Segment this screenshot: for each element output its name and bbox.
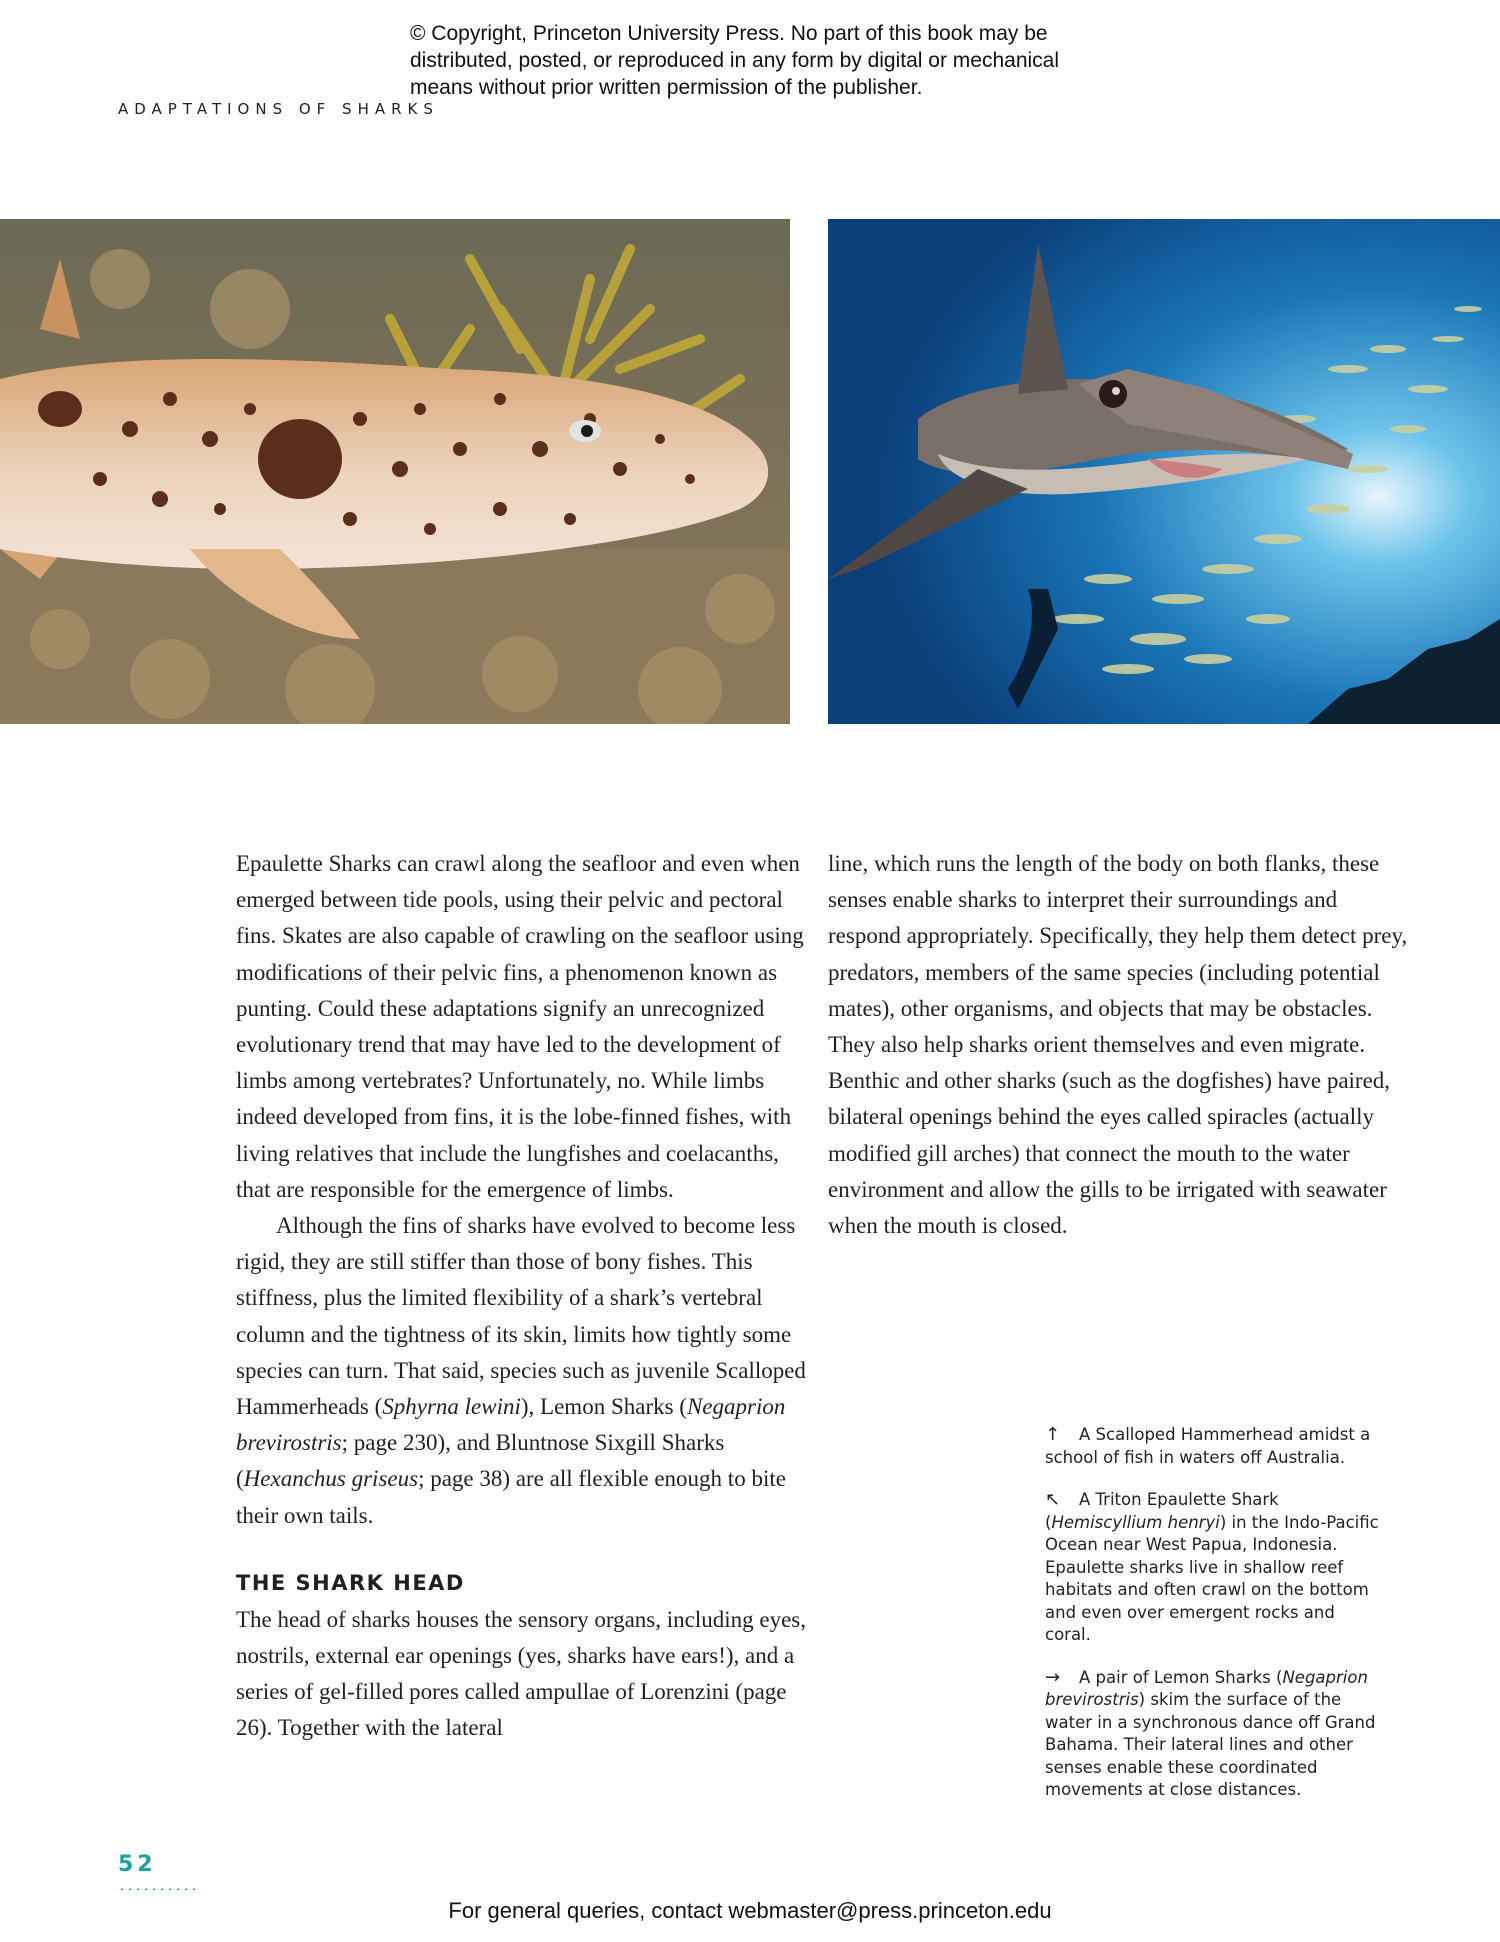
left-text-column xyxy=(236,846,806,1747)
caption xyxy=(1045,1424,1385,1469)
species-name: Negaprion brevirostris xyxy=(236,1394,786,1456)
arrow-up-left-icon: ↖ xyxy=(1045,1489,1061,1510)
arrow-right-icon: → xyxy=(1045,1666,1061,1688)
species-name: Hexanchus griseus xyxy=(243,1466,419,1492)
right-text-column xyxy=(828,846,1408,1244)
running-head: ADAPTATIONS OF SHARKS xyxy=(118,100,439,118)
paragraph: Epaulette Sharks can crawl along the seafloor and even when emerged between tide pools, using their pelvic and pectoral fins. Skates are also capable of crawling on the seafloor using modifications of their pelvic fins, a phenomenon known as punting. Could these adaptations signify an unrecognized evolutionary trend that may have led to the development of limbs among vertebrates? Unfortunately, no. While limbs indeed developed from fins, it is the lobe-finned fishes, with living relatives that include the lungfishes and coelacanths, that are responsible for the emergence of limbs. xyxy=(236,851,804,1202)
page-number-dots xyxy=(118,1888,198,1890)
photo-captions xyxy=(1045,1424,1385,1822)
epaulette-shark-photo xyxy=(0,219,790,724)
caption-text: A pair of Lemon Sharks ( xyxy=(1079,1667,1283,1687)
caption xyxy=(1045,1489,1385,1647)
caption xyxy=(1045,1667,1385,1802)
caption-text: A Scalloped Hammerhead amidst a school of fish in waters off Australia. xyxy=(1045,1425,1371,1467)
page-number: 52 xyxy=(118,1852,157,1877)
paragraph xyxy=(236,1208,806,1534)
caption-text: ) skim the surface of the water in a synchronous dance off Grand Bahama. Their lateral lines and other senses enable these coordinated movements at close distances. xyxy=(1045,1690,1376,1799)
copyright-notice: © Copyright, Princeton University Press. No part of this book may be distributed, posted, or reproduced in any form by digital or mechanical means without prior written permission of the publisher. xyxy=(410,22,1060,99)
caption-text: ) in the Indo-Pacific Ocean near West Papua, Indonesia. Epaulette sharks live in shallow reef habitats and often crawl on the bottom and even over emergent rocks and coral. xyxy=(1045,1512,1379,1644)
species-name: Negaprion brevirostris xyxy=(1045,1667,1368,1709)
hammerhead-shark-photo xyxy=(828,219,1500,724)
text: Although the fins of sharks have evolved to become less rigid, they are still stiffer than those of bony fishes. This stiffness, plus the limited flexibility of a shark’s vertebral column and the tightness of its skin, limits how tightly some species can turn. That said, species such as juvenile Scalloped Hammerheads ( xyxy=(236,1213,806,1420)
footer-contact: For general queries, contact webmaster@press.princeton.edu xyxy=(448,1898,1052,1923)
caption-text: A Triton Epaulette Shark ( xyxy=(1045,1490,1279,1532)
paragraph: The head of sharks houses the sensory organs, including eyes, nostrils, external ear openings (yes, sharks have ears!), and a series of gel-filled pores called ampullae of Lorenzini (page 26). Together with the lateral xyxy=(236,1606,806,1741)
species-name: Sphyrna lewini xyxy=(382,1394,521,1420)
paragraph: line, which runs the length of the body on both flanks, these senses enable sharks to interpret their surroundings and respond appropriately. Specifically, they help them detect prey, predators, members of the same species (including potential mates), other organisms, and objects that may be obstacles. They also help sharks orient themselves and even migrate. Benthic and other sharks (such as the dogfishes) have paired, bilateral openings behind the eyes called spiracles (actually modified gill arches) that connect the mouth to the water environment and allow the gills to be irrigated with seawater when the mouth is closed. xyxy=(828,851,1408,1239)
species-name: Hemiscyllium henryi xyxy=(1051,1512,1220,1532)
section-heading: THE SHARK HEAD xyxy=(236,1570,465,1595)
arrow-up-icon: ↑ xyxy=(1045,1424,1061,1445)
text: ), Lemon Sharks ( xyxy=(520,1394,687,1420)
text: ; page 230), and Bluntnose Sixgill Sharks ( xyxy=(236,1430,725,1492)
text: ; page 38) are all flexible enough to bite their own tails. xyxy=(236,1466,786,1528)
